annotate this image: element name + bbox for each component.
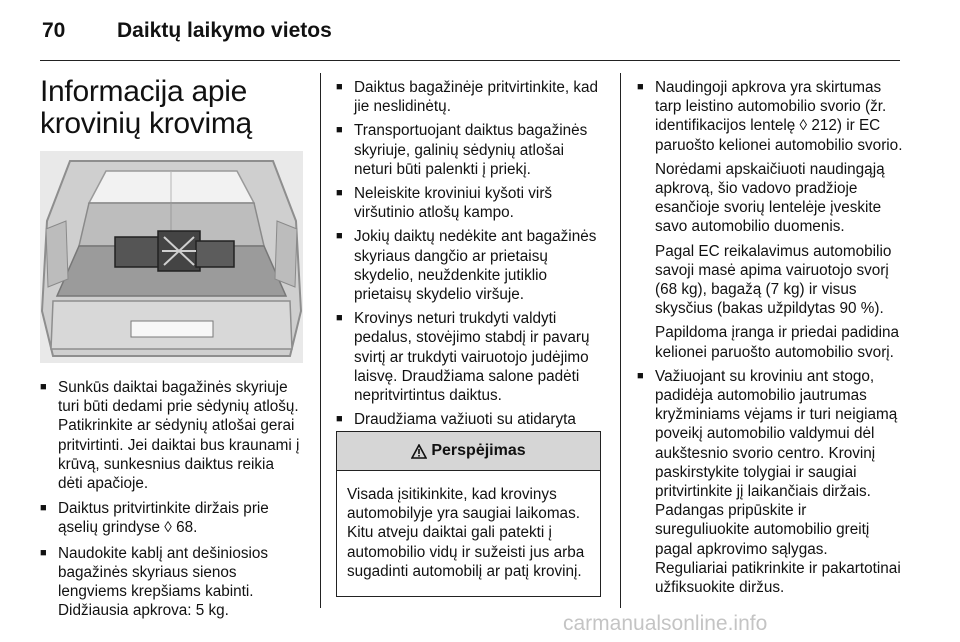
list-item: ■ Draudžiama važiuoti su atidaryta — [336, 410, 603, 448]
warning-box — [336, 431, 601, 597]
list-item: ■ Neleiskite kroviniui kyšoti virš viršutinio atlošų kampo. — [336, 184, 603, 222]
section-title: Informacija apie krovinių krovimą — [40, 75, 252, 140]
column-2 — [336, 78, 603, 449]
paragraph: Papildoma įranga ir priedai padidina kelionei paruošto automobilio svorį. — [655, 324, 900, 361]
list-item: ■ Daiktus pritvirtinkite diržais prie ąselių grindyse ◊ 68. — [40, 499, 302, 537]
list-item: ■ Jokių daiktų nedėkite ant bagažinės skyriaus dangčio ar prietaisų skydelio, neuždenkite jutiklio prietaisų skydelio viršuje. — [336, 227, 603, 304]
column-3 — [637, 78, 903, 597]
list-item: ■ Naudokite kablį ant dešiniosios bagažinės skyriaus sienos lengviems krepšiams kabinti. Didžiausia apkrova: 5 kg. — [40, 544, 302, 621]
list-item: ■ Daiktus bagažinėje pritvirtinkite, kad jie neslidinėtų. — [336, 78, 603, 116]
column-divider-1 — [320, 73, 321, 608]
paragraph: Pagal EC reikalavimus automobilio savoji masė apima vairuotojo svorį (68 kg), bagažą (7 kg) ir visus skysčius (bakas užpildytas 90 %). — [655, 242, 892, 318]
list-item: ■ Važiuojant su kroviniu ant stogo, padidėja automobilio jautrumas kryžminiams vėjams ir turi neigiamą poveikį automobilio valdymui dėl aukštesnio svorio centro. Krovinį paskirstykite tolygiai ir saugiai pritvirtinkite jį laikančiais diržais. Padangas pripūskite ir sureguliuokite automobilio greitį pagal apkrovimo sąlygas. Reguliariai patikrinkite ir pakartotinai užfiksuokite diržus. — [637, 367, 903, 597]
warning-triangle-icon — [411, 444, 427, 459]
paragraph: Norėdami apskaičiuoti naudingąją apkrovą, šio vadovo pradžioje esančioje svorių lentelėje įveskite savo automobilio duomenis. — [655, 160, 885, 236]
column-1 — [40, 378, 302, 620]
warning-text: Visada įsitikinkite, kad krovinys automobilyje yra saugiai laikomas. Kitu atveju daiktai gali patekti į automobilio vidų ir sužeisti jus arba sugadinti automobilį ar patį krovinį. — [347, 486, 585, 580]
header-rule — [40, 60, 900, 61]
column-divider-2 — [620, 73, 621, 608]
list-item — [637, 78, 903, 362]
list-item: ■ Sunkūs daiktai bagažinės skyriuje turi būti dedami prie sėdynių atlošų. Patikrinkite ar sėdynių atlošai gerai pritvirtinti. Jei daiktai bus kraunami į krūvą, sunkesnius daiktus reikia dėti apačioje. — [40, 378, 302, 493]
car-trunk-illustration — [40, 151, 303, 363]
watermark: carmanualsonline.info — [563, 612, 768, 635]
warning-title: Perspėjimas — [431, 442, 526, 459]
page-number: 70 — [42, 19, 66, 42]
list-item: ■ Krovinys neturi trukdyti valdyti pedalus, stovėjimo stabdį ir pavarų svirtį ar trukdyti vairuotojo judėjimo laisvę. Draudžiama salone padėti nepritvirtintus daiktus. — [336, 309, 603, 405]
warning-header — [337, 432, 600, 471]
paragraph: ■ Naudingoji apkrova yra skirtumas tarp leistino automobilio svorio (žr. identifikacijos lentelę ◊ 212) ir EC paruošto kelionei automobilio svorio. — [655, 79, 903, 154]
list-item: ■ Transportuojant daiktus bagažinės skyriuje, galinių sėdynių atlošai neturi būti palenkti į priekį. — [336, 121, 603, 179]
chapter-title: Daiktų laikymo vietos — [117, 19, 332, 42]
